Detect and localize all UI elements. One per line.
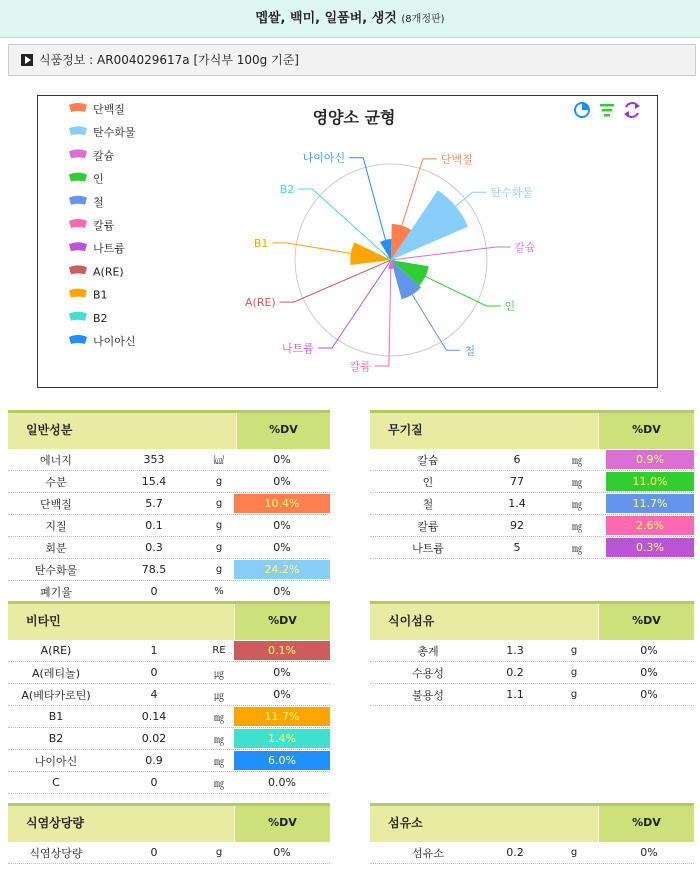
nutrient-name: 나트륨 xyxy=(412,541,444,555)
legend-label: 단백질 xyxy=(93,103,125,116)
crude-fiber-title: 섬유소 xyxy=(370,806,598,842)
nutrient-unit: ㎎ xyxy=(214,757,224,768)
nutrient-value: 353 xyxy=(143,453,165,466)
nutrient-name: 에너지 xyxy=(40,453,72,467)
slice-label: 나트륨 xyxy=(282,342,314,356)
nutrient-unit: g xyxy=(215,520,223,531)
nutrient-value: 92 xyxy=(510,519,524,532)
nutrient-name: 나이아신 xyxy=(34,754,78,768)
slice-label: 나이아신 xyxy=(302,151,346,165)
nutrient-unit: ㎍ xyxy=(214,691,224,702)
vitamins-row xyxy=(8,684,330,706)
legend-icon xyxy=(69,265,87,274)
nutrient-dv: 0% xyxy=(273,453,291,466)
nutrient-value: 5 xyxy=(513,541,521,554)
nutrient-name: 회분 xyxy=(45,541,67,555)
legend-icon xyxy=(69,242,87,251)
nutrient-value: 0.02 xyxy=(141,732,167,745)
leader-line xyxy=(318,261,390,348)
food-info-bar xyxy=(8,44,696,76)
nutrient-name: 식염상당량 xyxy=(29,846,83,860)
legend-icon xyxy=(69,219,87,228)
nutrient-dv: 0.1% xyxy=(234,641,330,660)
nutrient-name: A(RE) xyxy=(40,644,72,657)
nutrient-unit: ㎎ xyxy=(572,544,582,555)
nutrient-value: 0.3 xyxy=(145,541,163,554)
nutrient-name: 칼륨 xyxy=(417,519,439,533)
page-title-bar xyxy=(0,0,700,38)
nutrient-name: 섬유소 xyxy=(412,846,444,860)
vitamins-row xyxy=(8,728,330,750)
minerals-row xyxy=(370,471,694,493)
slice-1 xyxy=(391,190,468,260)
slice-label: 단백질 xyxy=(440,152,473,166)
nutrient-value: 0.2 xyxy=(506,846,524,859)
slice-label: 철 xyxy=(464,344,476,358)
leader-line xyxy=(415,272,500,306)
nutrient-unit: RE xyxy=(212,645,226,656)
play-icon xyxy=(21,54,33,66)
minerals-row xyxy=(370,537,694,559)
general-row xyxy=(8,471,330,493)
nutrient-dv: 6.0% xyxy=(234,751,330,770)
nutrient-value: 78.5 xyxy=(141,563,167,576)
legend-label: A(RE) xyxy=(93,265,124,279)
minerals-row xyxy=(370,449,694,471)
nutrient-unit: ㎎ xyxy=(214,713,224,724)
chart-title: 영양소 균형 xyxy=(312,108,396,127)
nutrient-dv: 0% xyxy=(640,688,658,701)
legend-label: B1 xyxy=(93,288,108,302)
crude-fiber-row xyxy=(370,842,694,864)
nutrient-unit: ㎎ xyxy=(572,478,582,489)
filter-icon[interactable] xyxy=(600,104,614,117)
nutrient-dv: 0% xyxy=(640,846,658,859)
polar-chart-svg xyxy=(38,96,659,389)
minerals-section xyxy=(370,410,694,559)
fiber-dv-header: %DV xyxy=(598,604,694,640)
nutrient-value: 6 xyxy=(513,453,521,466)
legend-label: 철 xyxy=(93,195,104,209)
vitamins-header xyxy=(8,601,330,640)
nutrient-name: A(베타카로틴) xyxy=(21,688,91,702)
nutrient-name: 인 xyxy=(422,475,434,489)
food-info-text: 식품정보 : AR004029617a [가식부 100g 기준] xyxy=(39,53,299,67)
minerals-header xyxy=(370,410,694,449)
slice-label: 탄수화물 xyxy=(490,186,533,200)
nutrient-dv: 0% xyxy=(640,666,658,679)
nutrient-value: 0.9 xyxy=(145,754,163,767)
salt-title: 식염상당량 xyxy=(8,806,234,842)
nutrient-unit: ㎎ xyxy=(572,500,582,511)
nutrient-unit: ㎎ xyxy=(214,735,224,746)
nutrient-dv: 0% xyxy=(640,644,658,657)
food-title: 멥쌀, 백미, 일품벼, 생것 xyxy=(255,11,397,26)
nutrient-value: 4 xyxy=(150,688,158,701)
nutrient-name: B2 xyxy=(48,732,64,745)
nutrient-value: 0 xyxy=(150,776,158,789)
nutrient-unit: g xyxy=(215,847,223,858)
vitamins-row xyxy=(8,662,330,684)
crude-fiber-dv-header: %DV xyxy=(598,806,694,842)
legend-label: 탄수화물 xyxy=(93,126,136,140)
legend-label: 나트륨 xyxy=(93,242,125,256)
fiber-section xyxy=(370,601,694,706)
legend-label: B2 xyxy=(93,311,108,325)
salt-section xyxy=(8,803,330,864)
general-title: 일반성분 xyxy=(8,413,236,449)
nutrient-balance-chart xyxy=(37,95,658,388)
nutrient-dv: 0.3% xyxy=(606,538,694,557)
nutrient-unit: g xyxy=(570,689,578,700)
legend-label: 칼슘 xyxy=(93,149,115,163)
salt-header xyxy=(8,803,330,842)
leader-line xyxy=(280,261,390,303)
minerals-row xyxy=(370,515,694,537)
leader-line xyxy=(272,243,363,256)
nutrient-name: C xyxy=(52,776,60,789)
general-row xyxy=(8,581,330,603)
food-edition: (8개정판) xyxy=(401,14,445,25)
nutrient-value: 0.1 xyxy=(145,519,163,532)
vitamins-dv-header: %DV xyxy=(234,604,330,640)
nutrient-unit: g xyxy=(570,847,578,858)
minerals-title: 무기질 xyxy=(370,413,598,449)
nutrient-name: 수용성 xyxy=(412,666,444,680)
nutrient-value: 1.4 xyxy=(508,497,526,510)
legend-icon xyxy=(69,103,87,112)
nutrient-dv: 11.7% xyxy=(606,494,694,513)
nutrient-dv: 0% xyxy=(273,846,291,859)
minerals-dv-header: %DV xyxy=(598,413,694,449)
crude-fiber-section xyxy=(370,803,694,864)
nutrient-unit: g xyxy=(215,476,223,487)
nutrient-name: 철 xyxy=(422,497,434,511)
nutrient-name: A(레티놀) xyxy=(32,666,80,680)
slice-label: B1 xyxy=(253,236,269,250)
vitamins-row xyxy=(8,772,330,794)
general-section xyxy=(8,410,330,603)
nutrient-dv: 0% xyxy=(273,688,291,701)
nutrient-dv: 0.0% xyxy=(268,776,296,789)
nutrient-unit: ㎎ xyxy=(572,522,582,533)
nutrient-dv: 0% xyxy=(273,519,291,532)
nutrient-dv: 0% xyxy=(273,541,291,554)
fiber-row xyxy=(370,684,694,706)
crude-fiber-header xyxy=(370,803,694,842)
nutrient-dv: 24.2% xyxy=(234,560,330,579)
nutrient-value: 0.2 xyxy=(506,666,524,679)
nutrient-unit: ㎎ xyxy=(214,779,224,790)
salt-row xyxy=(8,842,330,864)
nutrient-value: 77 xyxy=(510,475,524,488)
legend-icon xyxy=(69,173,87,182)
nutrient-value: 1.1 xyxy=(506,688,524,701)
legend-icon xyxy=(69,335,87,344)
fiber-title: 식이섬유 xyxy=(370,604,598,640)
nutrient-name: 총계 xyxy=(417,644,439,658)
nutrient-value: 5.7 xyxy=(145,497,163,510)
legend-icon xyxy=(69,289,87,298)
nutrient-unit: g xyxy=(570,667,578,678)
general-row xyxy=(8,493,330,515)
general-row xyxy=(8,515,330,537)
fiber-row xyxy=(370,662,694,684)
legend-icon xyxy=(69,196,87,205)
slice-label: B2 xyxy=(279,182,295,196)
nutrient-value: 1 xyxy=(150,644,158,657)
nutrient-unit: ㎎ xyxy=(572,456,582,467)
nutrient-value: 0 xyxy=(150,585,158,598)
leader-line xyxy=(406,284,461,350)
nutrient-value: 0 xyxy=(150,666,158,679)
nutrient-value: 1.3 xyxy=(506,644,524,657)
nutrient-unit: g xyxy=(215,498,223,509)
nutrient-name: 지질 xyxy=(45,519,67,533)
nutrient-dv: 1.4% xyxy=(234,729,330,748)
nutrient-name: 폐기율 xyxy=(40,585,72,599)
legend-icon xyxy=(69,149,87,158)
general-row xyxy=(8,537,330,559)
slice-label: 칼륨 xyxy=(349,359,371,373)
refresh-icon[interactable] xyxy=(624,103,640,117)
legend-label: 나이아신 xyxy=(93,335,136,348)
vitamins-row xyxy=(8,640,330,662)
nutrient-unit: % xyxy=(214,586,224,597)
nutrient-name: B1 xyxy=(48,710,64,723)
nutrient-dv: 11.0% xyxy=(606,472,694,491)
legend-icon xyxy=(69,126,87,135)
slice-label: 칼슘 xyxy=(514,241,536,255)
general-row xyxy=(8,449,330,471)
nutrient-unit: ㎍ xyxy=(214,669,224,680)
slice-label: A(RE) xyxy=(245,296,276,310)
nutrient-unit: ㎉ xyxy=(214,456,224,467)
nutrient-name: 단백질 xyxy=(40,497,72,511)
nutrient-dv: 0% xyxy=(273,585,291,598)
nutrient-dv: 0% xyxy=(273,475,291,488)
legend-label: 인 xyxy=(93,172,104,186)
nutrient-dv: 0% xyxy=(273,666,291,679)
nutrient-unit: g xyxy=(215,564,223,575)
vitamins-title: 비타민 xyxy=(8,604,234,640)
nutrient-name: 탄수화물 xyxy=(34,563,78,577)
nutrient-dv: 11.7% xyxy=(234,707,330,726)
legend-icon xyxy=(69,312,87,321)
salt-dv-header: %DV xyxy=(234,806,330,842)
nutrient-name: 수분 xyxy=(45,475,67,489)
pie-chart-icon[interactable] xyxy=(575,103,589,117)
nutrient-name: 불용성 xyxy=(412,688,444,702)
vitamins-row xyxy=(8,706,330,728)
nutrient-unit: g xyxy=(570,645,578,656)
vitamins-row xyxy=(8,750,330,772)
fiber-header xyxy=(370,601,694,640)
nutrient-value: 0 xyxy=(150,846,158,859)
general-header xyxy=(8,410,330,449)
minerals-row xyxy=(370,493,694,515)
nutrient-unit: g xyxy=(215,542,223,553)
general-row xyxy=(8,559,330,581)
nutrient-name: 칼슘 xyxy=(417,453,439,467)
legend-label: 칼륨 xyxy=(93,219,115,232)
nutrient-dv: 2.6% xyxy=(606,516,694,535)
nutrient-value: 15.4 xyxy=(141,475,167,488)
slice-label: 인 xyxy=(504,299,516,313)
fiber-row xyxy=(370,640,694,662)
nutrient-value: 0.14 xyxy=(141,710,167,723)
nutrient-dv: 10.4% xyxy=(234,494,330,513)
general-dv-header: %DV xyxy=(236,413,330,449)
vitamins-section xyxy=(8,601,330,794)
nutrient-dv: 0.9% xyxy=(606,450,694,469)
